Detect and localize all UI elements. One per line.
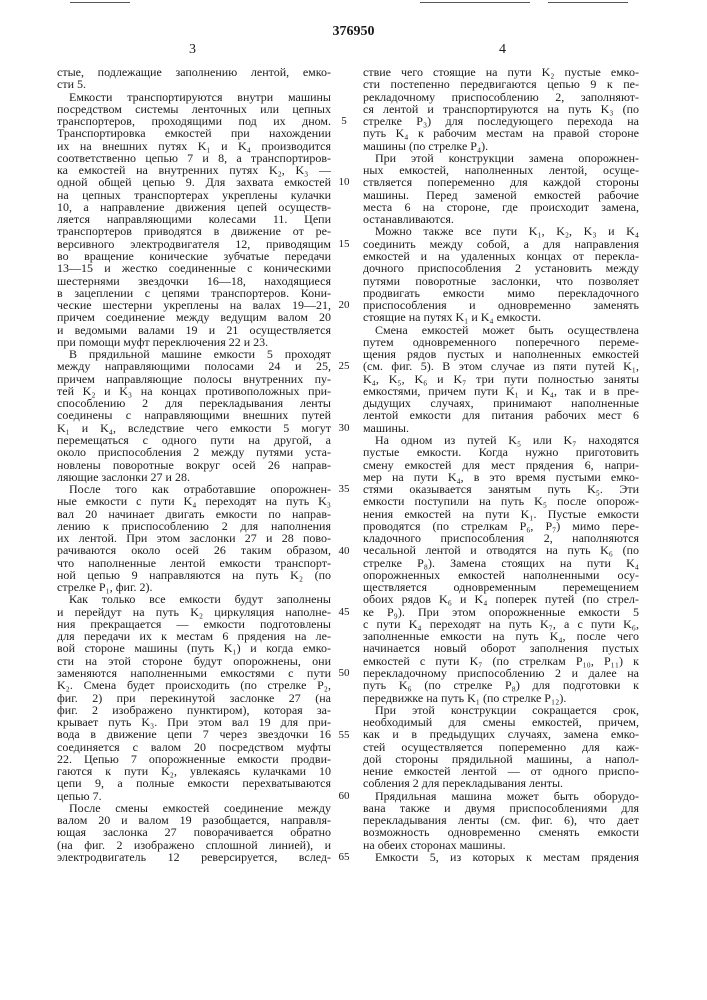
text-line: валом 20 и валом 19 разобщается, направля- <box>57 814 331 826</box>
text-line: версивного электродвигателя 12, приводящим <box>57 238 331 250</box>
paragraph <box>57 348 331 483</box>
text-line: 13—15 и жестко соединенные с коническими <box>57 262 331 274</box>
text-line: перемещаться с одного пути на другой, а <box>57 434 331 446</box>
scan-edge-line <box>70 2 130 3</box>
text-line: ческие шестерни укреплены на валах 19—21, <box>57 299 331 311</box>
text-line: транспортеров приводятся в движение от ре- <box>57 225 331 237</box>
text-line: K₂. Смена будет происходить (по стрелке P₂, <box>57 679 331 691</box>
scan-edge-line <box>548 2 628 3</box>
text-line: ляющие заслонки 27 и 28. <box>57 471 331 483</box>
text-line: путь K₆ (по стрелке P₈) для подготовки к <box>363 679 639 691</box>
paragraph <box>363 324 639 434</box>
text-line: во вращение конические зубчатые передачи <box>57 250 331 262</box>
line-number: 30 <box>333 422 355 434</box>
text-line: места 6 на стороне, где происходит замена, <box>363 201 639 213</box>
text-line: дой стороны прядильной машины, а напол- <box>363 753 639 765</box>
text-line: 22. Цепью 7 опорожненные емкости продви- <box>57 753 331 765</box>
text-line: нение емкостей лентой — от одного приспо- <box>363 765 639 777</box>
paragraph <box>363 704 639 790</box>
text-line: причем направляющие полосы внутренних пу- <box>57 373 331 385</box>
text-line: чесальной лентой и отводятся на путь K₆ (по <box>363 544 639 556</box>
text-line: стрелке P₈). Замена стоящих на пути K₄ <box>363 557 639 569</box>
text-line: ке P₉). При этом опорожненные емкости 5 <box>363 606 639 618</box>
text-line: путями поворотные заслонки, что позволяет <box>363 275 639 287</box>
line-number: 5 <box>333 115 355 127</box>
text-line: между направляющими полосами 24 и 25, <box>57 360 331 372</box>
text-line: начинается новый оборот заполнения пустых <box>363 642 639 654</box>
line-number: 45 <box>333 606 355 618</box>
text-line: ющая заслонка 27 поворачивается обратно <box>57 826 331 838</box>
page-number-right: 4 <box>499 42 506 58</box>
paragraph <box>57 66 331 91</box>
text-line: в зацеплении с цепями транспортеров. Кони- <box>57 287 331 299</box>
paragraph <box>57 593 331 802</box>
text-line: на цепных транспортерах укреплены кулачки <box>57 189 331 201</box>
text-line: соединены с направляющими внешних путей <box>57 409 331 421</box>
text-line: ной цепью 9 направляются на путь K₂ (по <box>57 569 331 581</box>
paragraph <box>363 225 639 323</box>
text-line: стей осуществляется попеременно для каж- <box>363 741 639 753</box>
text-line: Транспортировка емкостей при нахождении <box>57 127 331 139</box>
text-line: при помощи муфт переключения 22 и 23. <box>57 336 331 348</box>
text-line: и перейдут на путь K₂ циркуляция наполне- <box>57 606 331 618</box>
text-line: После смены емкостей соединение между <box>57 802 331 814</box>
text-line: продвигать емкости мимо перекладочного <box>363 287 639 299</box>
line-number: 15 <box>333 238 355 250</box>
paragraph <box>57 91 331 349</box>
text-line: опорожненных емкостей наполненными осу- <box>363 569 639 581</box>
text-line: для передачи их к местам 6 прядения на ле- <box>57 630 331 642</box>
text-line: стоящие на путях K₁ и K₄ емкости. <box>363 311 639 323</box>
page-number-left: 3 <box>189 42 196 58</box>
line-number: 20 <box>333 299 355 311</box>
line-number: 40 <box>333 545 355 557</box>
text-line: Смена емкостей может быть осуществлена <box>363 324 639 336</box>
paragraph <box>57 802 331 863</box>
text-line: емкостями, причем пути K₁ и K₄, так и в пре- <box>363 385 639 397</box>
text-line: соединяется с валом 20 посредством муфты <box>57 741 331 753</box>
text-line: После того как отработавшие опорожнен- <box>57 483 331 495</box>
text-line: как и в предыдущих случаях, замена емко- <box>363 728 639 740</box>
text-line: В прядильной машине емкости 5 проходят <box>57 348 331 360</box>
text-line: K₁ и K₄, вследствие чего емкости 5 могут <box>57 422 331 434</box>
text-line: цепью 7. <box>57 790 331 802</box>
line-number: 50 <box>333 667 355 679</box>
line-number: 60 <box>333 790 355 802</box>
text-line: перекладывания ленты (см. фиг. 6), что дает <box>363 814 639 826</box>
paragraph <box>363 66 639 152</box>
text-line: новлены поворотные вокруг осей 26 направ- <box>57 459 331 471</box>
text-line: одной общей цепью 9. Для захвата емкостей <box>57 176 331 188</box>
text-line: цепи 9, а полные емкости перехватываются <box>57 777 331 789</box>
text-line: обоих рядов K₆ и K₄ поперек путей (по стрел- <box>363 593 639 605</box>
text-line: проводятся (по стрелкам P₆, P₇) мимо пере- <box>363 520 639 532</box>
text-line: около приспособления 2 между путями уста- <box>57 446 331 458</box>
text-line: вана также и двумя приспособлениями для <box>363 802 639 814</box>
left-text-column <box>57 66 331 863</box>
text-line: гаются к пути K₂, увлекаясь кулачками 10 <box>57 765 331 777</box>
text-line: машины (по стрелке P₄). <box>363 140 639 152</box>
text-line: заполненные емкости на путь K₄, после чего <box>363 630 639 642</box>
paragraph <box>57 483 331 593</box>
text-line: сти на этой стороне будут опорожнены, они <box>57 655 331 667</box>
patent-number: 376950 <box>0 24 707 40</box>
text-line: ные емкости с пути K₄ переходят на путь K₃ <box>57 495 331 507</box>
text-line: их на внешних путях K₁ и K₄ производится <box>57 140 331 152</box>
text-line: емкости поступили на путь K₅ после опорож- <box>363 495 639 507</box>
text-line: рачиваются около осей 26 таким образом, <box>57 544 331 556</box>
text-line: тей K₂ и K₃ на концах противоположных при- <box>57 385 331 397</box>
text-line: с пути K₄ переходят на путь K₇, а с пути K₆, <box>363 618 639 630</box>
text-line: пустые емкости. Когда нужно приготовить <box>363 446 639 458</box>
text-line: возможность одновременно сменять емкости <box>363 826 639 838</box>
text-line: лентой емкости для питания рабочих мест 6 <box>363 409 639 421</box>
text-line: вой стороне машины (путь K₁) и когда емко- <box>57 642 331 654</box>
text-line: и ведомыми валами 19 и 21 осуществляется <box>57 324 331 336</box>
text-line: собления 2 для перекладывания ленты. <box>363 777 639 789</box>
text-line: дочного приспособления 2 установить между <box>363 262 639 274</box>
text-line: емкостей с пути K₇ (по стрелкам P₁₀, P₁₁) к <box>363 655 639 667</box>
text-line: приспособления и одновременно заменять <box>363 299 639 311</box>
text-line: перекладочному приспособлению 2 и далее на <box>363 667 639 679</box>
text-line: Емкости 5, из которых к местам прядения <box>363 851 639 863</box>
text-line: Емкости транспортируются внутри машины <box>57 91 331 103</box>
line-number: 35 <box>333 483 355 495</box>
text-line: ка емкостей на внутренних путях K₂, K₃ — <box>57 164 331 176</box>
text-line: дыдущих случаях, принимают наполненные <box>363 397 639 409</box>
text-line: щения рядов пустых и наполненных емкостей <box>363 348 639 360</box>
line-number: 65 <box>333 851 355 863</box>
text-line: При этой конструкции замена опорожнен- <box>363 152 639 164</box>
line-number: 10 <box>333 176 355 188</box>
text-line: мер на пути K₄, в это время пустыми емко- <box>363 471 639 483</box>
text-line: стые, подлежащие заполнению лентой, емко- <box>57 66 331 78</box>
paragraph <box>363 851 639 863</box>
text-line: передвижке на путь K₁ (по стрелке P₁₂). <box>363 692 639 704</box>
text-line: вода в движение цепи 7 через звездочки 16 <box>57 728 331 740</box>
text-line: стрелке P₁, фиг. 2). <box>57 581 331 593</box>
text-line: заменяются наполненными емкостями с пути <box>57 667 331 679</box>
text-line: причем соединение между ведущим валом 20 <box>57 311 331 323</box>
text-line: сти постепенно передвигаются цепью 9 к пе- <box>363 78 639 90</box>
text-line: фиг. 2 изображено пунктиром), которая за- <box>57 704 331 716</box>
text-line: ся лентой и транспортируются на путь K₃ (по <box>363 103 639 115</box>
text-line: их лентой. При этом заслонки 27 и 28 пово- <box>57 532 331 544</box>
text-line: (см. фиг. 5). В этом случае из пяти путей K₁, <box>363 360 639 372</box>
text-line: путь K₄ к рабочим местам на правой стороне <box>363 127 639 139</box>
text-line: кладочного приспособления 2, наполняются <box>363 532 639 544</box>
text-line: стрелке P₃) для последующего перехода на <box>363 115 639 127</box>
scan-edge-line <box>420 2 530 3</box>
text-line: K₄, K₅, K₆ и K₇ три пути полностью заняты <box>363 373 639 385</box>
text-line: фиг. 2) при перекинутой заслонке 27 (на <box>57 692 331 704</box>
text-line: смену емкостей для мест прядения 6, напри- <box>363 459 639 471</box>
text-line: ных емкостей, наполненных лентой, осуще- <box>363 164 639 176</box>
text-line: ния прекращается — емкости подготовлены <box>57 618 331 630</box>
text-line: вал 20 начинает двигать емкости по направ- <box>57 508 331 520</box>
text-line: нения емкостей на пути K₁. Пустые емкости <box>363 508 639 520</box>
paragraph <box>363 790 639 851</box>
text-line: ществляется одновременным перемещением <box>363 581 639 593</box>
right-text-column <box>363 66 639 863</box>
text-line: Можно также все пути K₁, K₂, K₃ и K₄ <box>363 225 639 237</box>
text-line: 10, а направление движения цепей осуществ- <box>57 201 331 213</box>
text-line: способлению 2 для перекладывания ленты <box>57 397 331 409</box>
text-line: необходимый для смены емкостей, причем, <box>363 716 639 728</box>
text-line: что наполненные лентой емкости транспорт- <box>57 557 331 569</box>
text-line: машины. Перед заменой емкостей рабочие <box>363 189 639 201</box>
text-line: (на фиг. 2 изображено сплошной линией), и <box>57 839 331 851</box>
text-line: машины. <box>363 422 639 434</box>
text-line: соответственно цепью 7 и 8, а транспортиров- <box>57 152 331 164</box>
text-line: Прядильная машина может быть оборудо- <box>363 790 639 802</box>
text-line: емкостей и на удаленных концах от перекла- <box>363 250 639 262</box>
text-line: сти 5. <box>57 78 331 90</box>
text-line: крывает путь K₃. При этом вал 19 для при- <box>57 716 331 728</box>
text-line: путем одновременного поперечного переме- <box>363 336 639 348</box>
text-line: на обеих сторонах машины. <box>363 839 639 851</box>
text-line: шестернями звездочки 16—18, находящиеся <box>57 275 331 287</box>
text-line: стями оказывается занятым путь K₅. Эти <box>363 483 639 495</box>
text-line: транспортеров, проходящими под их дном. <box>57 115 331 127</box>
text-line: электродвигатель 12 реверсируется, вслед- <box>57 851 331 863</box>
text-line: Как только все емкости будут заполнены <box>57 593 331 605</box>
text-line: На одном из путей K₅ или K₇ находятся <box>363 434 639 446</box>
text-line: ляется направляющими колесами 11. Цепи <box>57 213 331 225</box>
text-line: лению к приспособлению 2 для наполнения <box>57 520 331 532</box>
line-number: 55 <box>333 729 355 741</box>
text-line: соединить между собой, а для направления <box>363 238 639 250</box>
text-line: посредством системы ленточных или цепных <box>57 103 331 115</box>
text-line: рекладочному приспособлению 2, заполняют- <box>363 91 639 103</box>
text-line: ствие чего стоящие на пути K₂ пустые емко- <box>363 66 639 78</box>
paragraph <box>363 152 639 226</box>
line-number: 25 <box>333 360 355 372</box>
text-line: ствляется попеременно для каждой стороны <box>363 176 639 188</box>
text-line: При этой конструкции сокращается срок, <box>363 704 639 716</box>
text-line: останавливаются. <box>363 213 639 225</box>
paragraph <box>363 434 639 704</box>
